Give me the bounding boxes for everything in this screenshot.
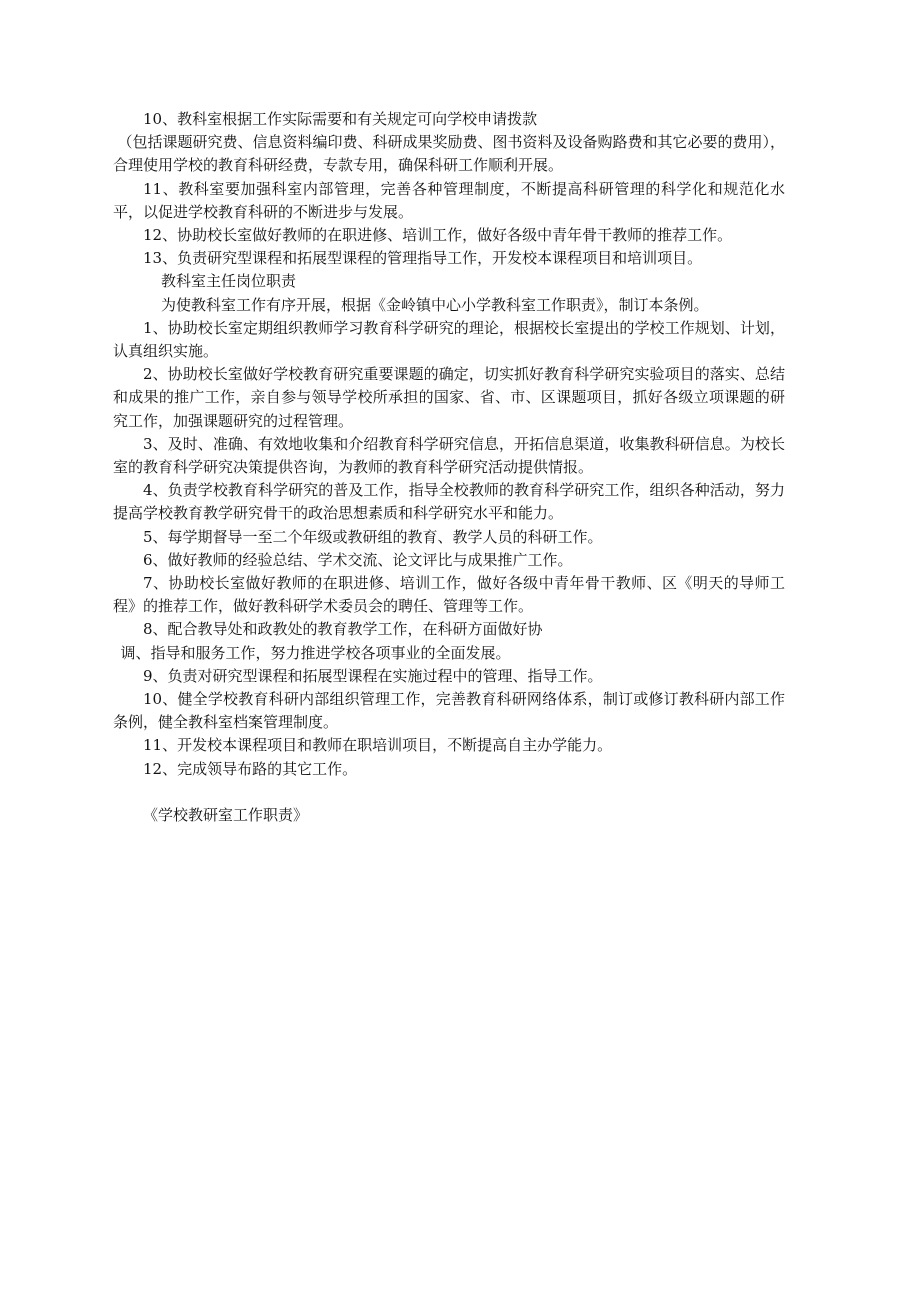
paragraph-duty-2: 2、协助校长室做好学校教育研究重要课题的确定，切实抓好教育科学研究实验项目的落实、总结和成果的推广工作，亲自参与领导学校所承担的国家、省、市、区课题项目，抓好各级立项课题的研究工作，加强课题研究的过程管理。: [113, 365, 785, 430]
paragraph-duty-3: 3、及时、准确、有效地收集和介绍教育科学研究信息，开拓信息渠道，收集教科研信息。为校长室的教育科学研究决策提供咨询，为教师的教育科学研究活动提供情报。: [113, 434, 785, 477]
paragraph-duty-5: 5、每学期督导一至二个年级或教研组的教育、教学人员的科研工作。: [143, 527, 603, 546]
spacer: [113, 781, 785, 804]
paragraph-duty-12: 12、完成领导布路的其它工作。: [143, 759, 358, 778]
paragraph-duty-8: 8、配合教导处和政教处的教育教学工作，在科研方面做好协: [143, 620, 543, 639]
paragraph-duty-6: 6、做好教师的经验总结、学术交流、论文评比与成果推广工作。: [143, 550, 573, 569]
paragraph-duty-9: 9、负责对研究型课程和拓展型课程在实施过程中的管理、指导工作。: [143, 666, 603, 685]
paragraph-duty-8-continued: 调、指导和服务工作，努力推进学校各项事业的全面发展。: [120, 643, 511, 662]
paragraph-item-11: 11、教科室要加强科室内部管理，完善各种管理制度，不断提高科研管理的科学化和规范化水平，以促进学校教育科研的不断进步与发展。: [113, 179, 785, 221]
paragraph-item-12: 12、协助校长室做好教师的在职进修、培训工作，做好各级中青年骨干教师的推荐工作。: [143, 226, 733, 245]
footer-title: 《学校教研室工作职责》: [143, 805, 309, 824]
paragraph-duty-1: 1、协助校长室定期组织教师学习教育科学研究的理论，根据校长室提出的学校工作规划、计划，认真组织实施。: [113, 318, 785, 361]
paragraph-item-10: 10、教科室根据工作实际需要和有关规定可向学校申请拨款: [143, 110, 538, 128]
paragraph-duty-7: 7、协助校长室做好教师的在职进修、培训工作，做好各级中青年骨干教师、区《明天的导师工程》的推荐工作，做好教科研学术委员会的聘任、管理等工作。: [113, 574, 785, 616]
paragraph-duty-4: 4、负责学校教育科学研究的普及工作，指导全校教师的教育科学研究工作，组织各种活动，努力提高学校教育教学研究骨干的政治思想素质和科学研究水平和能力。: [113, 481, 785, 523]
paragraph-duty-11: 11、开发校本课程项目和教师在职培训项目，不断提高自主办学能力。: [143, 736, 613, 755]
section-heading: 教科室主任岗位职责: [161, 272, 297, 291]
paragraph-item-13: 13、负责研究型课程和拓展型课程的管理指导工作，开发校本课程项目和培训项目。: [143, 249, 703, 268]
paragraph-intro: 为使教科室工作有序开展，根据《金岭镇中心小学教科室工作职责》，制订本条例。: [161, 295, 709, 314]
document-body: [113, 108, 785, 827]
paragraph-duty-10: 10、健全学校教育科研内部组织管理工作，完善教育科研网络体系，制订或修订教科研内部工作条例，健全教科室档案管理制度。: [113, 690, 785, 732]
paragraph-funding-detail: （包括课题研究费、信息资料编印费、科研成果奖励费、图书资料及设备购路费和其它必要的费用），合理使用学校的教育科研经费，专款专用，确保科研工作顺利开展。: [113, 133, 786, 175]
